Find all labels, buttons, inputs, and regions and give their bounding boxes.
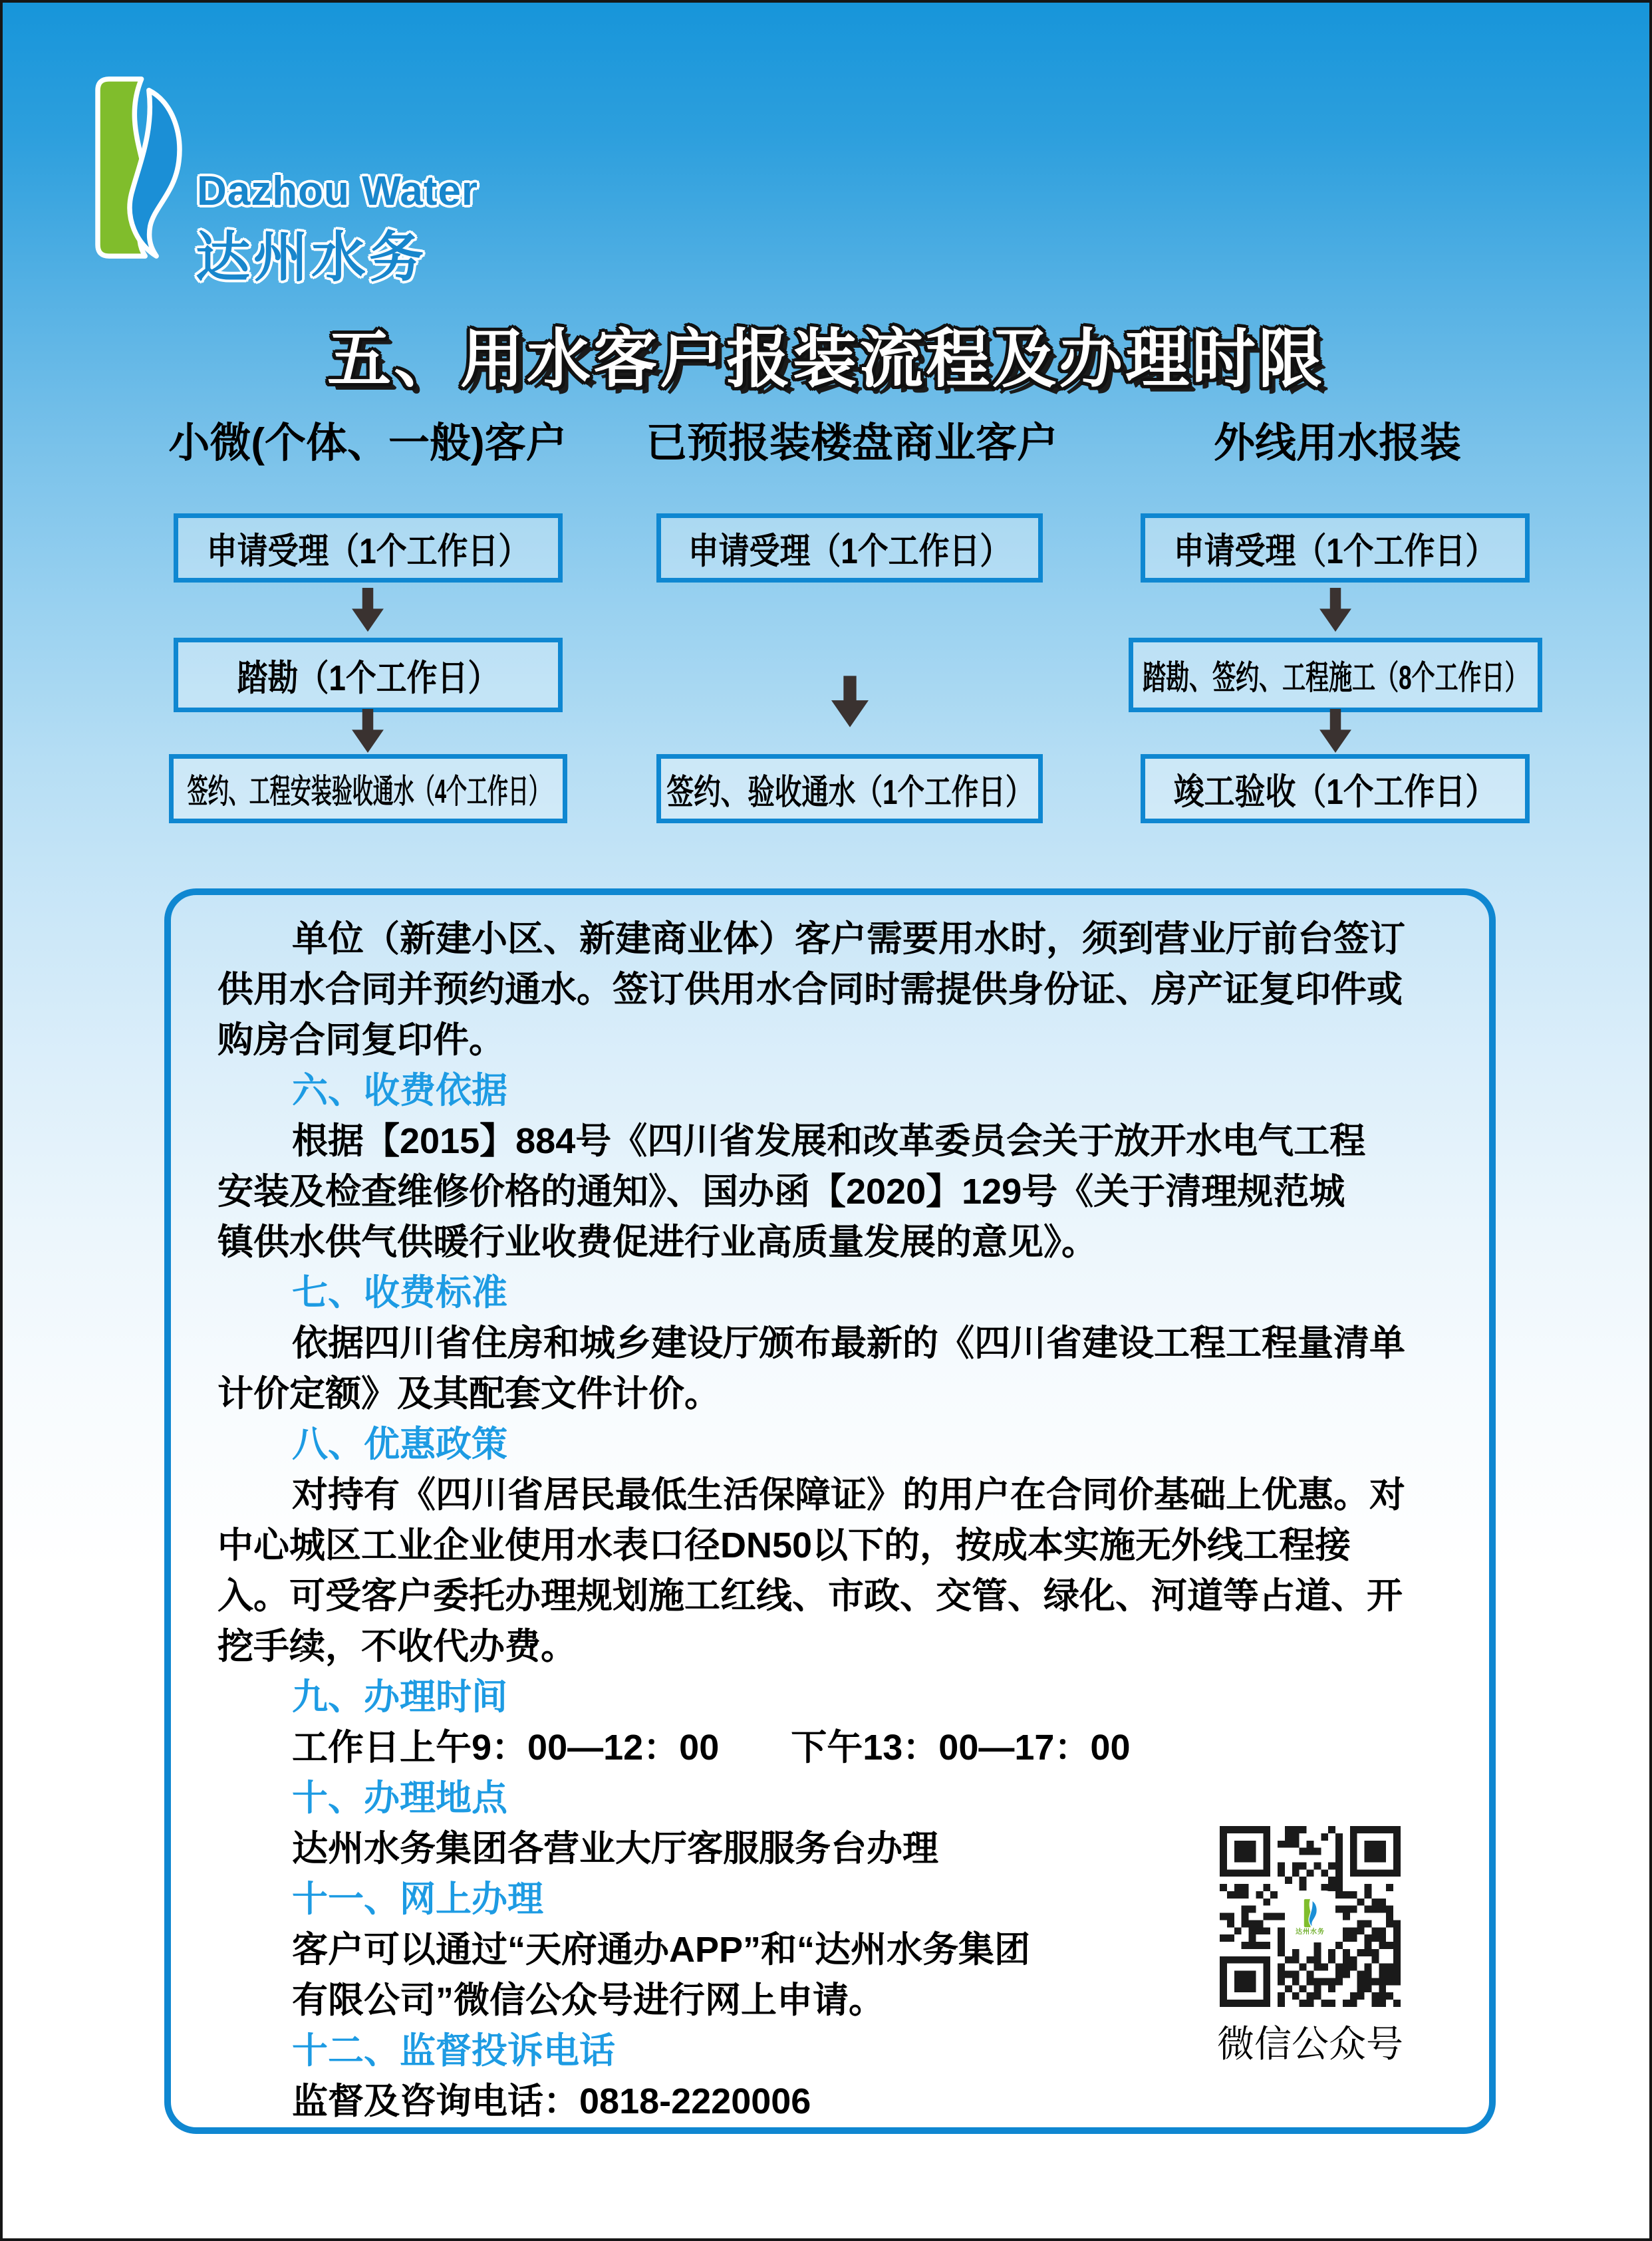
flow-step-label: 签约、工程安装验收通水（4个工作日） (187, 773, 549, 810)
online-line: 客户可以通过“天府通办APP”和“达州水务集团 (292, 1930, 1031, 1970)
arrow-down-icon (1317, 709, 1354, 753)
section-body-line: 安装及检查维修价格的通知》、国办函【2020】129号《关于清理规范城 (217, 1172, 1345, 1212)
section-body-line: 依据四川省住房和城乡建设厅颁布最新的《四川省建设工程工程量清单 (292, 1323, 1405, 1363)
flow-step-label: 申请受理（1个工作日） (1174, 531, 1496, 571)
online-line: 有限公司”微信公众号进行网上申请。 (292, 1980, 885, 2020)
section-body-line: 对持有《四川省居民最低生活保障证》的用户在合同价基础上优惠。对 (292, 1475, 1405, 1515)
flow-step-box (1141, 754, 1530, 823)
flow-step-label: 踏勘、签约、工程施工（8个工作日） (1143, 659, 1528, 696)
office-hours-line: 工作日上午9：00—12：00 下午13：00—17：00 (292, 1728, 1131, 1768)
flow-step-box (1129, 638, 1542, 712)
section-body-line: 入。可受客户委托办理规划施工红线、市政、交管、绿化、河道等占道、开 (217, 1576, 1403, 1616)
qr-badge-brand-text: 达州水务 (1296, 1928, 1325, 1936)
section-body-line: 计价定额》及其配套文件计价。 (217, 1374, 720, 1414)
flow-step-label: 踏勘（1个工作日） (237, 658, 499, 698)
qr-code-label: 微信公众号 (1217, 2023, 1403, 2065)
section-body-line: 镇供水供气供暖行业收费促进行业高质量发展的意见》。 (217, 1222, 1097, 1262)
arrow-down-icon (1317, 588, 1354, 632)
section-heading-fees-standard: 七、收费标准 (292, 1273, 507, 1313)
flow-step-label: 申请受理（1个工作日） (207, 531, 529, 571)
brand-name-chinese: 达州水务 (196, 227, 428, 288)
flow-step-box (656, 513, 1043, 583)
qr-center-logo (1289, 1893, 1331, 1940)
section-body-line: 挖手续，不收代办费。 (217, 1627, 577, 1666)
section-heading-location: 十、办理地点 (292, 1778, 507, 1818)
location-line: 达州水务集团各营业大厅客服服务台办理 (292, 1829, 938, 1869)
brand-name-english: Dazhou Water (197, 168, 479, 214)
arrow-down-icon (831, 673, 869, 730)
section-heading-office-hours: 九、办理时间 (292, 1677, 507, 1717)
section-heading-fees-basis: 六、收费依据 (292, 1071, 507, 1111)
arrow-down-icon (349, 709, 386, 753)
flow-step-label: 签约、验收通水（1个工作日） (666, 773, 1033, 812)
flow-column-header-1: 小微(个体、一般)客户 (168, 420, 567, 466)
flow-step-box (174, 638, 563, 712)
section-body-line: 根据【2015】884号《四川省发展和改革委员会关于放开水电气工程 (292, 1121, 1366, 1161)
flow-step-label: 申请受理（1个工作日） (688, 531, 1011, 571)
intro-line: 购房合同复印件。 (217, 1020, 505, 1060)
flow-step-box (174, 513, 563, 583)
flow-column-header-3: 外线用水报装 (1213, 420, 1461, 466)
section-heading-complaint-phone: 十二、监督投诉电话 (292, 2031, 615, 2071)
flow-step-box (169, 754, 567, 823)
page-title: 五、用水客户报装流程及办理时限 (327, 324, 1325, 395)
flow-step-box (656, 754, 1043, 823)
section-body-line: 中心城区工业企业使用水表口径DN50以下的，按成本实施无外线工程接 (217, 1525, 1351, 1565)
dazhou-water-logo-icon (88, 73, 188, 262)
arrow-down-icon (349, 588, 386, 632)
intro-line: 供用水合同并预约通水。签订供用水合同时需提供身份证、房产证复印件或 (217, 970, 1403, 1009)
section-heading-online: 十一、网上办理 (292, 1879, 543, 1919)
flow-step-label: 竣工验收（1个工作日） (1174, 771, 1496, 812)
flow-step-box (1141, 513, 1530, 583)
complaint-phone-line: 监督及咨询电话：0818-2220006 (292, 2081, 811, 2121)
wechat-qr-code (1220, 1826, 1401, 2007)
intro-line: 单位（新建小区、新建商业体）客户需要用水时，须到营业厅前台签订 (292, 919, 1405, 959)
section-heading-discount-policy: 八、优惠政策 (292, 1424, 507, 1464)
flow-column-header-2: 已预报装楼盘商业客户 (645, 420, 1058, 466)
